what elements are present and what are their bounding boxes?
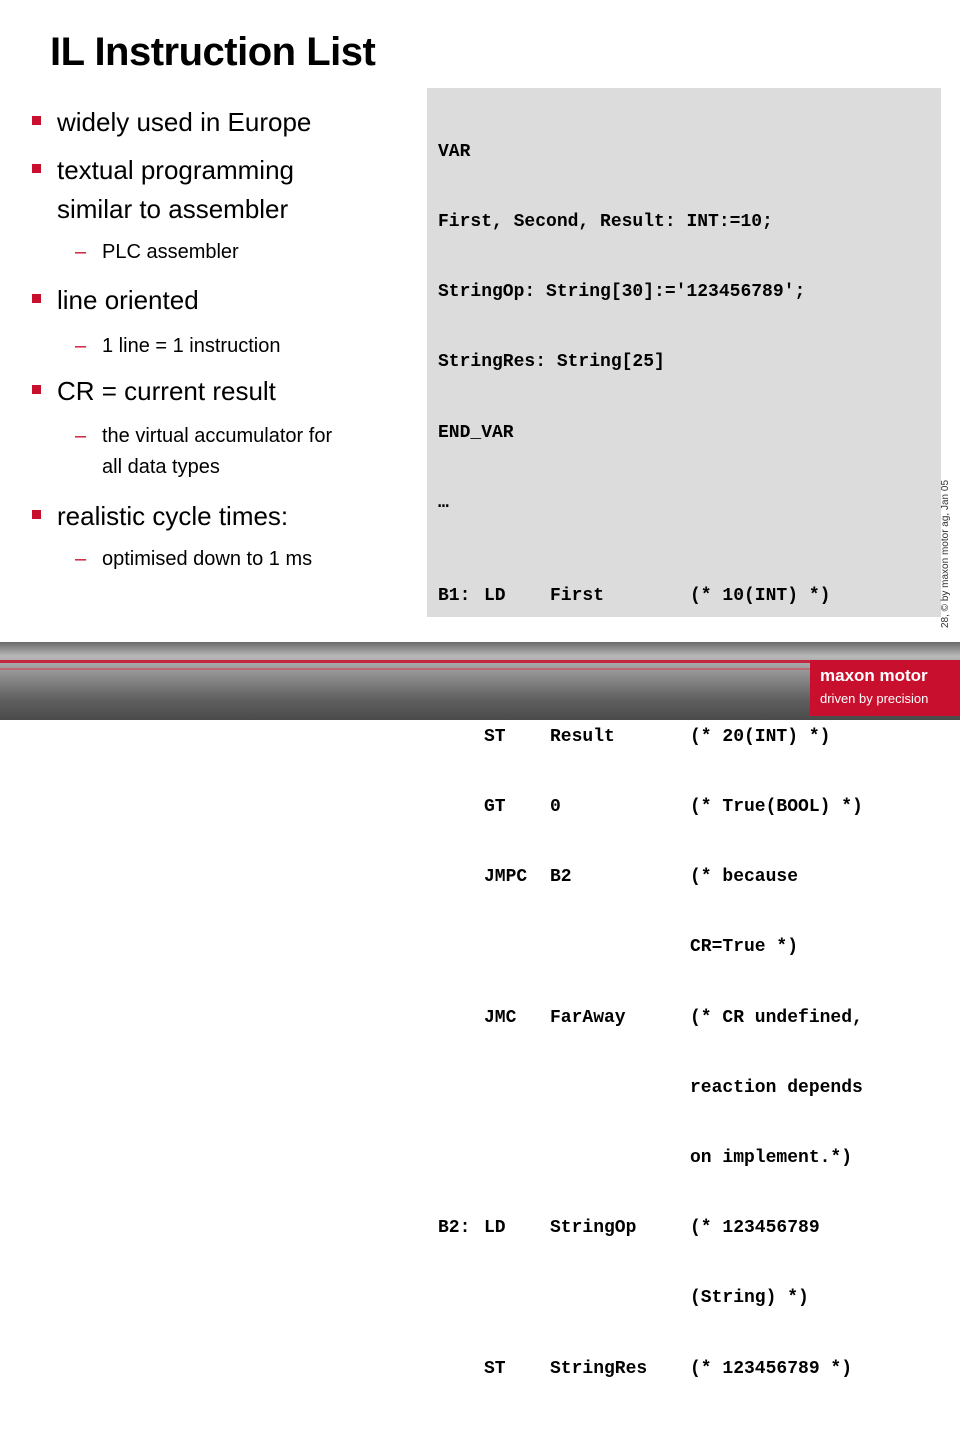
instruction-comment: (* because xyxy=(690,867,799,888)
instruction-operator: ST xyxy=(484,1358,506,1379)
instruction-row xyxy=(438,1217,820,1240)
instruction-row xyxy=(438,585,831,608)
dash-icon: – xyxy=(75,241,87,263)
bullet-square-icon xyxy=(32,164,41,173)
instruction-comment: (* 10(INT) *) xyxy=(690,586,831,607)
dash-icon: – xyxy=(75,335,87,357)
code-line: … xyxy=(438,492,449,513)
instruction-row xyxy=(438,726,831,749)
instruction-comment: CR=True *) xyxy=(690,937,799,958)
copyright-note: 28, © by maxon motor ag, Jan 05 xyxy=(940,479,951,628)
instruction-operator: GT xyxy=(484,797,506,818)
instruction-operand: B2 xyxy=(550,867,572,888)
instruction-row xyxy=(438,1358,853,1381)
instruction-row xyxy=(438,1147,853,1170)
brand-logo xyxy=(810,660,960,716)
instruction-comment: (* 20(INT) *) xyxy=(690,726,831,747)
instruction-row xyxy=(438,1077,863,1100)
bullet-text: realistic cycle times: xyxy=(57,501,289,531)
bullet-square-icon xyxy=(32,116,41,125)
bullet-text: CR = current result xyxy=(57,376,276,406)
instruction-operator: JMPC xyxy=(484,867,528,888)
instruction-comment: (* True(BOOL) *) xyxy=(690,797,863,818)
instruction-row xyxy=(438,936,799,959)
bullet-text: widely used in Europe xyxy=(57,107,312,137)
code-line: StringRes: String[25] xyxy=(438,352,665,373)
brand-name: maxon motor xyxy=(820,666,928,685)
instruction-operand: 0 xyxy=(550,797,561,818)
slide-title: IL Instruction List xyxy=(50,30,376,74)
instruction-label: B2: xyxy=(438,1218,471,1239)
instruction-comment: on implement.*) xyxy=(690,1148,853,1169)
sub-bullet-text: PLC assembler xyxy=(102,241,239,263)
instruction-operand: FarAway xyxy=(550,1007,626,1028)
code-line: First, Second, Result: INT:=10; xyxy=(438,212,773,233)
instruction-comment: reaction depends xyxy=(690,1077,863,1098)
instruction-operand: StringRes xyxy=(550,1358,648,1379)
instruction-operator: JMC xyxy=(484,1007,517,1028)
instruction-label: B1: xyxy=(438,586,471,607)
instruction-operator: LD xyxy=(484,1218,506,1239)
bullet-text: textual programming xyxy=(57,155,294,185)
bullet-square-icon xyxy=(32,385,41,394)
brand-tagline: driven by precision xyxy=(820,691,929,706)
instruction-comment: (* 123456789 xyxy=(690,1218,820,1239)
instruction-row xyxy=(438,1287,809,1310)
sub-bullet-text: optimised down to 1 ms xyxy=(102,548,313,570)
instruction-operator: ST xyxy=(484,726,506,747)
code-line: StringOp: String[30]:='123456789'; xyxy=(438,282,806,303)
bullet-text: line oriented xyxy=(57,285,199,315)
instruction-comment: (* CR undefined, xyxy=(690,1007,863,1028)
sub-bullet-text: all data types xyxy=(102,456,220,478)
footer-bar xyxy=(0,642,960,720)
bullet-square-icon xyxy=(32,294,41,303)
bullet-square-icon xyxy=(32,510,41,519)
instruction-comment: (String) *) xyxy=(690,1288,809,1309)
instruction-operator: LD xyxy=(484,586,506,607)
code-listing xyxy=(438,94,863,1428)
dash-icon: – xyxy=(75,548,87,570)
code-line: VAR xyxy=(438,141,471,162)
instruction-row xyxy=(438,796,863,819)
code-line: END_VAR xyxy=(438,422,514,443)
instruction-row xyxy=(438,866,799,889)
bullet-text: similar to assembler xyxy=(57,194,289,224)
dash-icon: – xyxy=(75,425,87,447)
instruction-row xyxy=(438,1007,863,1030)
sub-bullet-text: 1 line = 1 instruction xyxy=(102,335,281,357)
instruction-operand: StringOp xyxy=(550,1218,637,1239)
instruction-operand: Result xyxy=(550,726,615,747)
instruction-operand: First xyxy=(550,586,605,607)
instruction-comment: (* 123456789 *) xyxy=(690,1358,853,1379)
sub-bullet-text: the virtual accumulator for xyxy=(102,425,333,447)
